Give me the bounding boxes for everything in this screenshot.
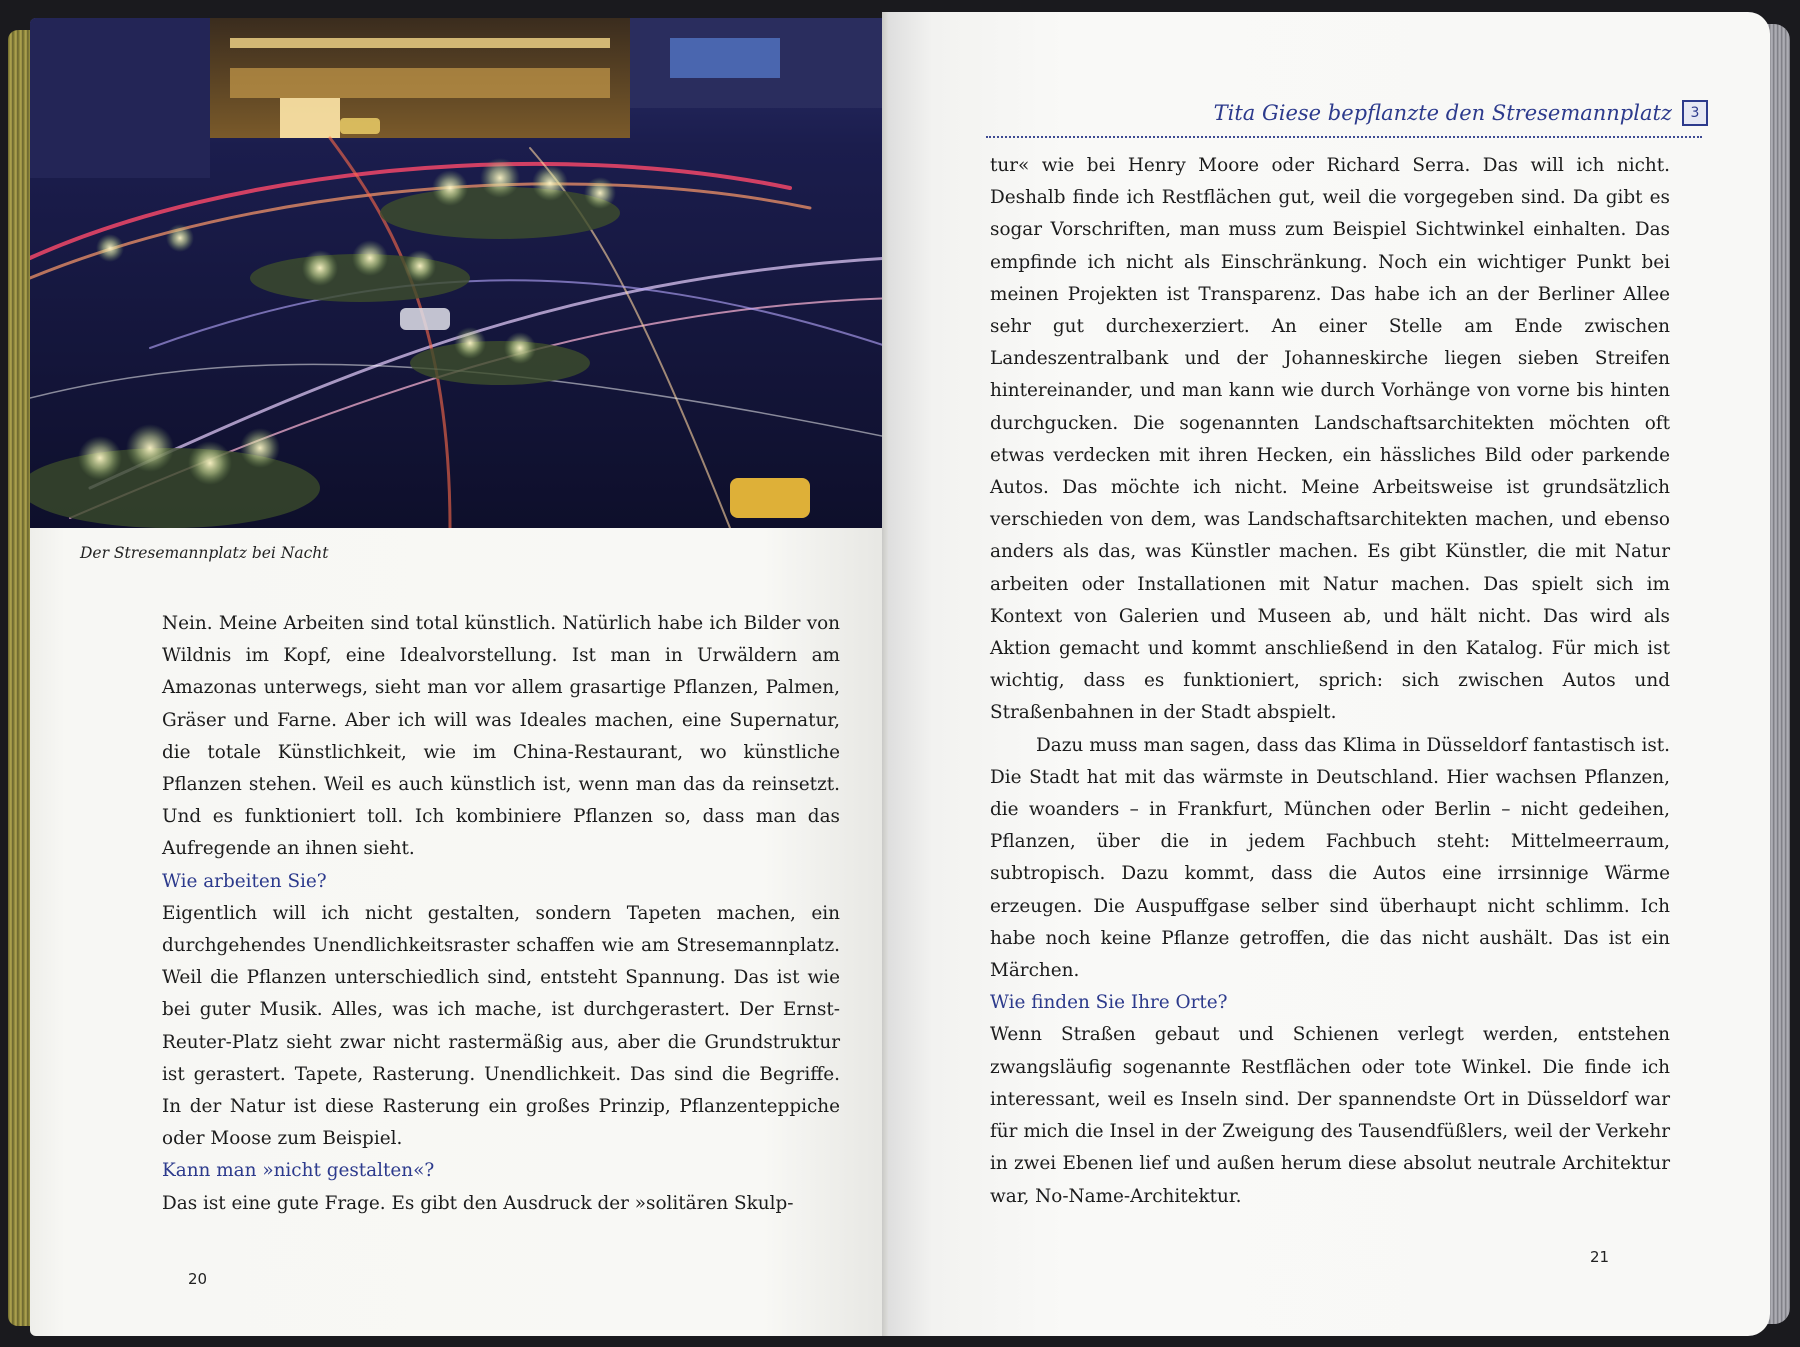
answer-paragraph: Wenn Straßen gebaut und Schienen verlegt werden, entstehen zwangsläufig sogenannte Restflächen oder tote Winkel. Die finde ich interessant, weil es Inseln sind. Der spannendste Ort in Düsseldorf war für mich die Insel in der Zweigung des Tausendfüßlers, weil der Verkehr in zwei Ebenen lief und außen herum diese absolut neutrale Architektur war, No-Name-Architektur. — [990, 1024, 1670, 1207]
photo-caption: Der Stresemannplatz bei Nacht — [80, 544, 329, 562]
running-head — [1214, 100, 1708, 126]
answer-paragraph: Eigentlich will ich nicht gestalten, sondern Tapeten machen, ein durchgehendes Unendlichkeitsraster schaffen wie am Stresemannplatz. Weil die Pflanzen unterschiedlich sind, entsteht Spannung. Das ist wie bei guter Musik. Alles, was ich mache, ist durchgerastert. Der Ernst-Reuter-Platz sieht zwar nicht rastermäßig aus, aber die Grundstruktur ist gerastert. Tapete, Rasterung. Unendlichkeit. Das sind die Begriffe. In der Natur ist diese Rasterung ein großes Prinzip, Pflanzenteppiche oder Moose zum Beispiel. — [162, 902, 840, 1150]
interview-question: Wie arbeiten Sie? — [162, 870, 327, 892]
night-photo-stresemannplatz — [30, 18, 892, 528]
header-dotted-rule — [986, 136, 1702, 138]
photo-illustration — [30, 18, 892, 528]
chapter-number-badge: 3 — [1682, 100, 1708, 126]
page-number-left: 20 — [188, 1270, 208, 1288]
interview-question: Wie finden Sie Ihre Orte? — [990, 992, 1228, 1014]
interview-question: Kann man »nicht gestalten«? — [162, 1160, 435, 1182]
answer-paragraph: Das ist eine gute Frage. Es gibt den Ausdruck der »solitären Skulp- — [162, 1192, 794, 1214]
answer-paragraph: Nein. Meine Arbeiten sind total künstlich. Natürlich habe ich Bilder von Wildnis im Kopf, eine Idealvorstellung. Ist man in Urwäldern am Amazonas unterwegs, sieht man vor allem grasartige Pflanzen, Palmen, Gräser und Farne. Aber ich will was Ideales machen, eine Supernatur, die totale Künstlichkeit, wie im China-Restaurant, wo künstliche Pflanzen stehen. Weil es auch künstlich ist, wenn man das da reinsetzt. Und es funktioniert toll. Ich kombiniere Pflanzen so, dass man das Aufregende an ihnen sieht. — [162, 613, 840, 860]
answer-paragraph: Dazu muss man sagen, dass das Klima in Düsseldorf fantastisch ist. Die Stadt hat mit das wärmste in Deutschland. Hier wachsen Pflanzen, die woanders – in Frankfurt, München oder Berlin – nicht gedeihen, Pflanzen, über die in jedem Fachbuch steht: Mittelmeerraum, subtropisch. Dazu kommt, dass die Autos eine irrsinnige Wärme erzeugen. Die Auspuffgase selber sind überhaupt nicht schlimm. Ich habe noch keine Pflanze getroffen, die das nicht aushält. Das ist ein Märchen. — [990, 734, 1670, 982]
running-head-title: Tita Giese bepflanzte den Stresemannplatz — [1213, 101, 1672, 125]
answer-paragraph: tur« wie bei Henry Moore oder Richard Serra. Das will ich nicht. Deshalb finde ich Restflächen gut, weil die vorgegeben sind. Da gibt es sogar Vorschriften, man muss zum Beispiel Sichtwinkel einhalten. Das empfinde ich nicht als Einschränkung. Noch ein wichtiger Punkt bei meinen Projekten ist Transparenz. Das habe ich an der Berliner Allee sehr gut durchexerziert. An einer Stelle am Ende zwischen Landeszentralbank und der Johanneskirche liegen sieben Streifen hintereinander, und man kann wie durch Vorhänge von vorne bis hinten durchgucken. Die sogenannten Landschaftsarchitekten möchten oft etwas verdecken mit ihren Hecken, ein hässliches Bild oder parkende Autos. Das möchte ich nicht. Meine Arbeitsweise ist grundsätzlich verschieden von dem, was Landschaftsarchitekten machen, und ebenso anders als das, was Künstler machen. Es gibt Künstler, die mit Natur arbeiten oder Installationen mit Natur machen. Das spielt sich im Kontext von Galerien und Museen ab, und hält nicht. Das wird als Aktion gemacht und kommt anschließend in den Katalog. Für mich ist wichtig, dass es funktioniert, sprich: sich zwischen Autos und Straßenbahnen in der Stadt abspielt. — [990, 155, 1670, 724]
right-page — [888, 12, 1770, 1336]
page-number-right: 21 — [1590, 1248, 1610, 1266]
left-page-body — [162, 608, 840, 1220]
left-page — [30, 18, 892, 1336]
right-page-body — [990, 150, 1670, 1213]
